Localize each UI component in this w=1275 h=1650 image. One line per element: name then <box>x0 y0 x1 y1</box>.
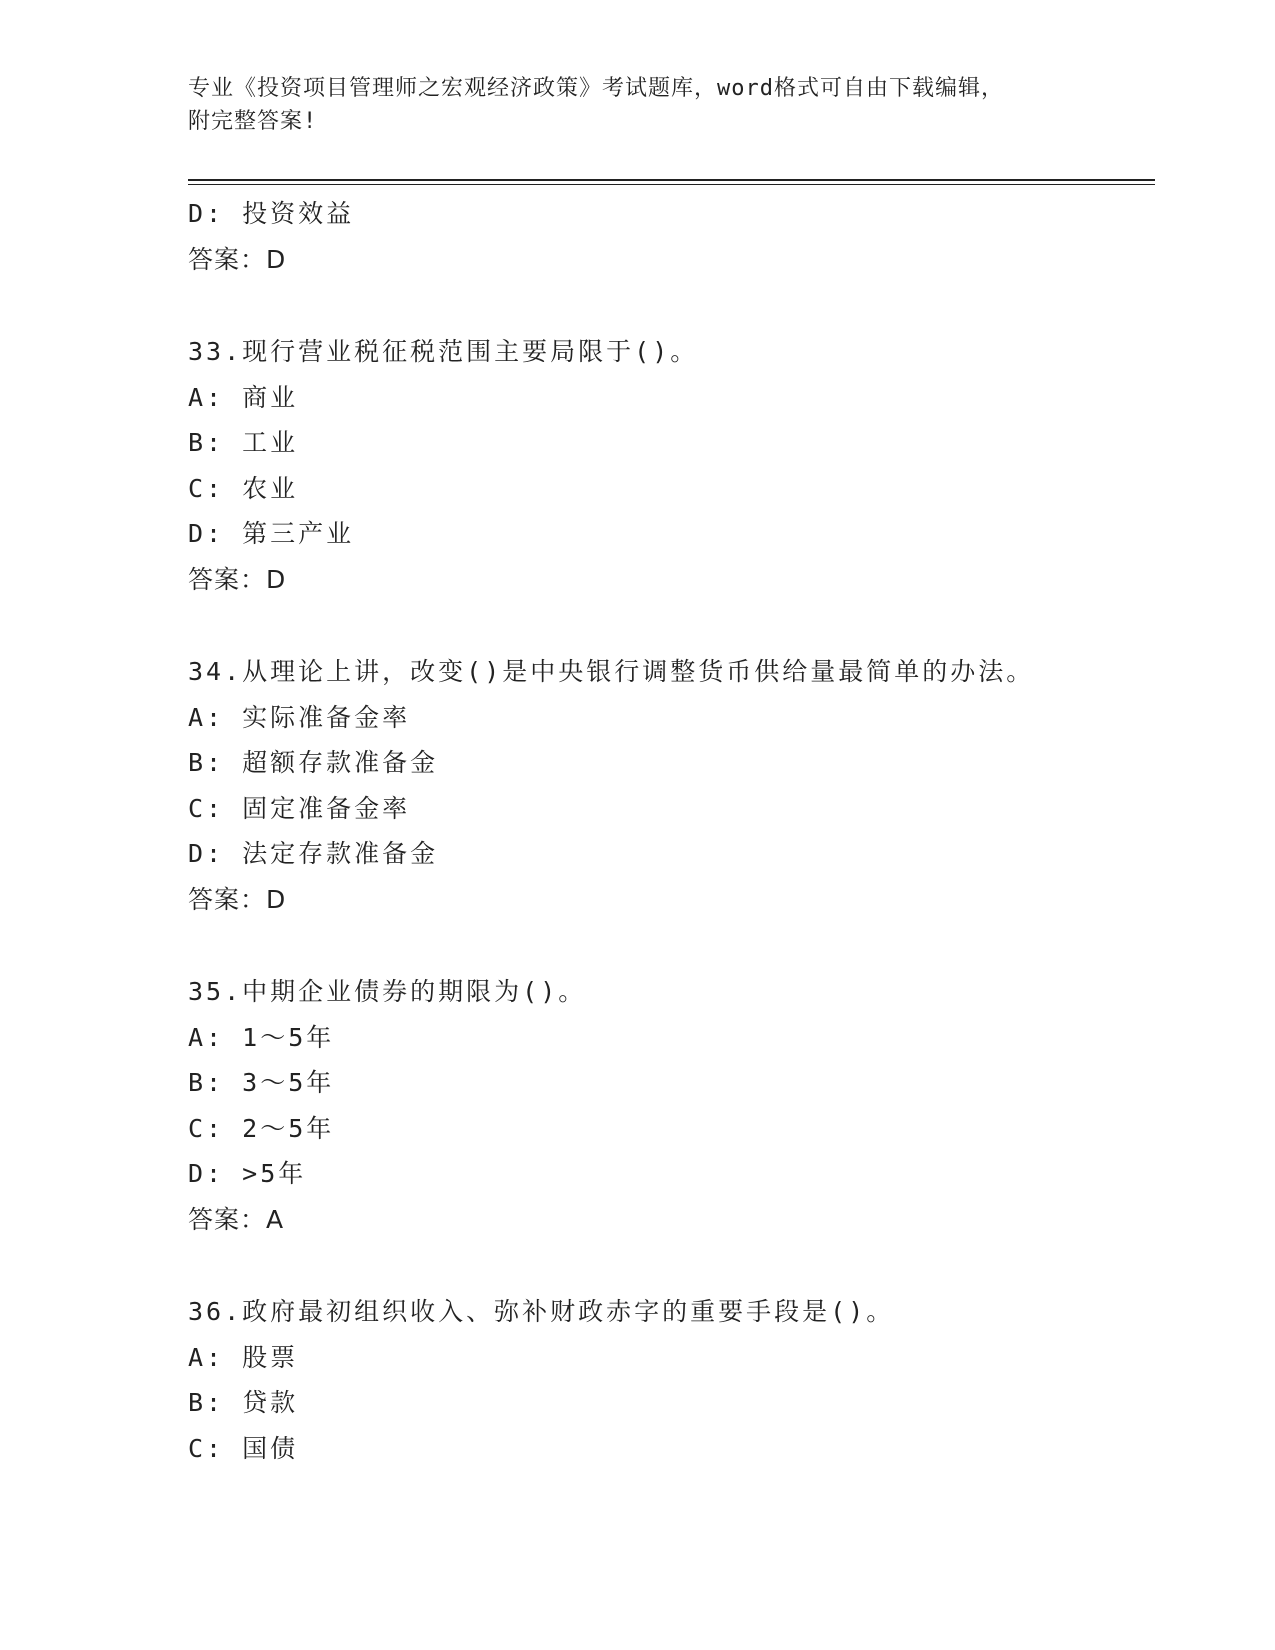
option-d: D: 法定存款准备金 <box>188 839 439 868</box>
option-d: D: 第三产业 <box>188 519 355 548</box>
question-stem: 34.从理论上讲，改变()是中央银行调整货币供给量最简单的办法。 <box>188 657 1035 686</box>
option-b: B: 超额存款准备金 <box>188 748 439 777</box>
question-block-36 <box>188 1289 1155 1471</box>
question-stem: 36.政府最初组织收入、弥补财政赤字的重要手段是()。 <box>188 1297 895 1326</box>
question-block-34 <box>188 649 1155 922</box>
option-b: B: 贷款 <box>188 1388 299 1417</box>
spacer <box>188 602 1155 649</box>
question-stem: 35.中期企业债券的期限为()。 <box>188 977 587 1006</box>
option-a: A: 实际准备金率 <box>188 702 411 732</box>
option-b: B: 3～5年 <box>188 1068 335 1097</box>
answer-line: 答案：A <box>188 1204 285 1234</box>
question-block-32-tail <box>188 191 1155 282</box>
option-c: C: 国债 <box>188 1433 299 1463</box>
header-divider-thin <box>188 184 1155 185</box>
answer-line: 答案：D <box>188 564 287 594</box>
question-block-33 <box>188 329 1155 602</box>
question-list <box>188 191 1155 1471</box>
header-line-2: 附完整答案! <box>188 109 318 134</box>
spacer <box>188 282 1155 329</box>
question-block-35 <box>188 969 1155 1242</box>
answer-line: 答案：D <box>188 244 287 274</box>
answer-line: 答案：D <box>188 884 287 914</box>
spacer <box>188 922 1155 969</box>
option-a: A: 1～5年 <box>188 1022 335 1052</box>
header-line-1: 专业《投资项目管理师之宏观经济政策》考试题库，word格式可自由下载编辑， <box>188 76 1004 101</box>
header-divider-thick <box>188 179 1155 181</box>
question-stem: 33.现行营业税征税范围主要局限于()。 <box>188 337 699 366</box>
document-header <box>188 72 1088 138</box>
option-c: C: 农业 <box>188 473 299 503</box>
option-a: A: 股票 <box>188 1342 299 1372</box>
option-c: C: 固定准备金率 <box>188 793 411 823</box>
option-d: D: >5年 <box>188 1159 307 1188</box>
option-b: B: 工业 <box>188 428 299 457</box>
option-c: C: 2～5年 <box>188 1113 335 1143</box>
option-d: D: 投资效益 <box>188 199 355 228</box>
option-a: A: 商业 <box>188 382 299 412</box>
spacer <box>188 1242 1155 1289</box>
